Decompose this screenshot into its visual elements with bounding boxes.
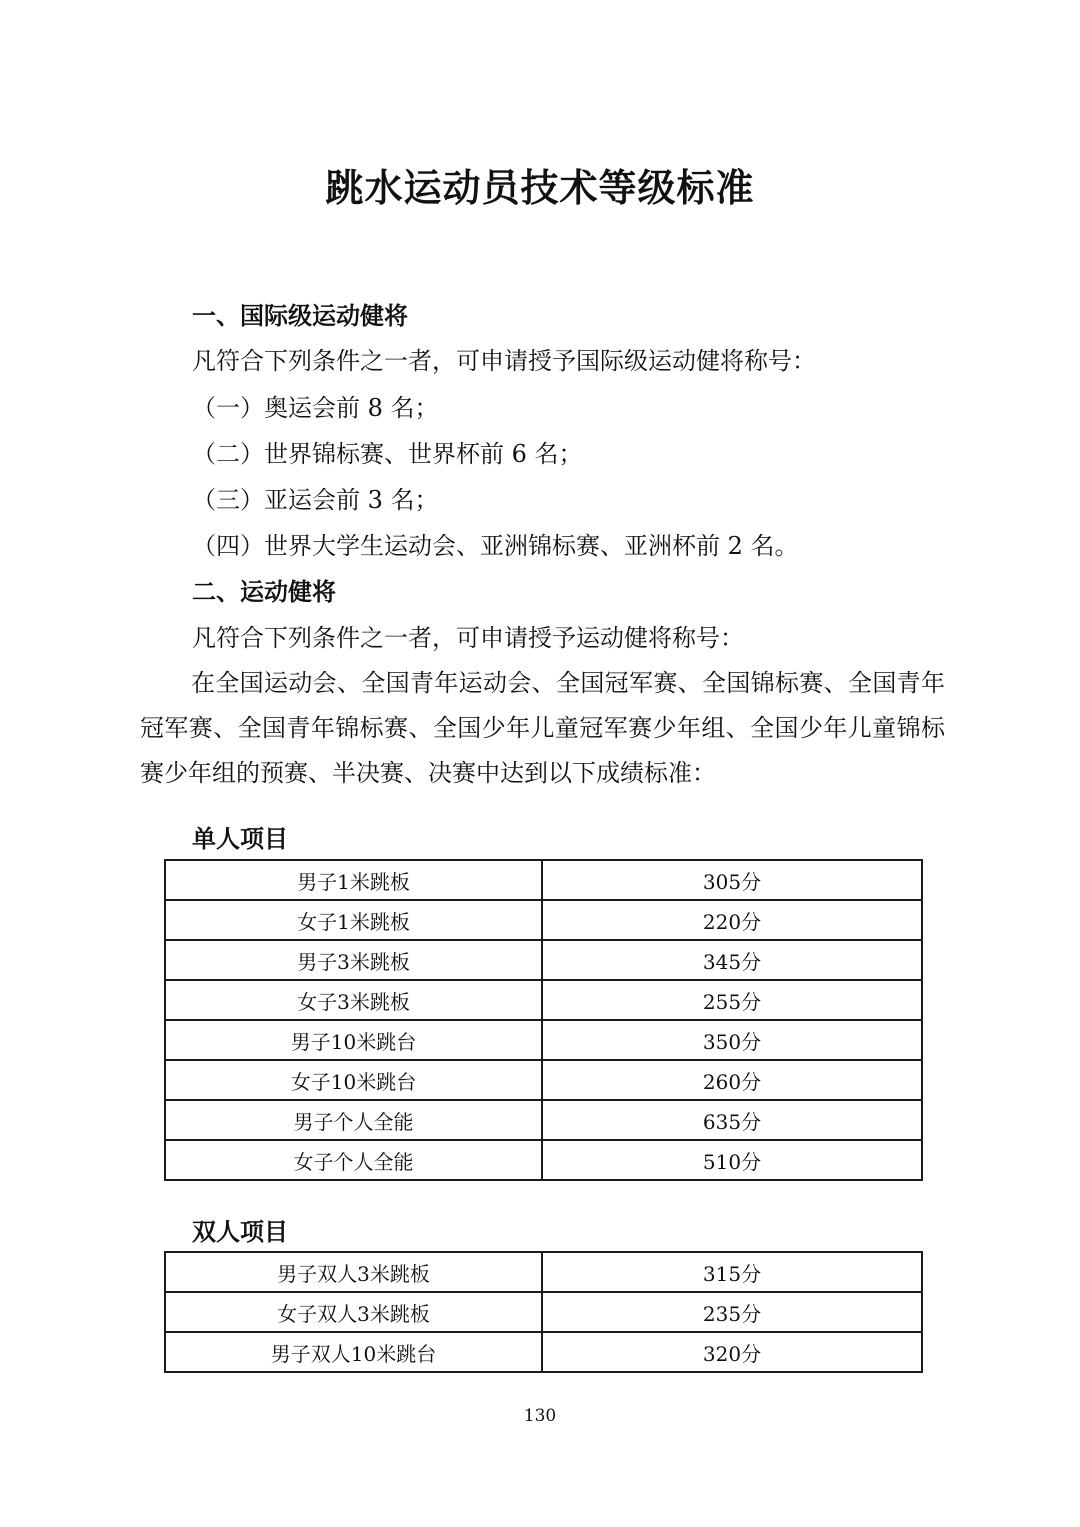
score-cell: 255分 <box>542 980 922 1020</box>
table-row <box>165 980 922 1020</box>
page-number: 130 <box>523 1406 557 1426</box>
event-cell: 男子个人全能 <box>165 1100 542 1140</box>
score-cell: 635分 <box>542 1100 922 1140</box>
event-cell: 女子双人3米跳板 <box>165 1292 542 1332</box>
score-cell: 315分 <box>542 1252 922 1292</box>
score-cell: 305分 <box>542 860 922 900</box>
score-cell: 220分 <box>542 900 922 940</box>
individual-events-heading: 单人项目 <box>192 825 288 853</box>
score-cell: 260分 <box>542 1060 922 1100</box>
list-item: （四）世界大学生运动会、亚洲锦标赛、亚洲杯前 2 名。 <box>192 532 799 560</box>
table-row <box>165 1332 922 1372</box>
event-cell: 男子3米跳板 <box>165 940 542 980</box>
table-row <box>165 1252 922 1292</box>
list-item: （二）世界锦标赛、世界杯前 6 名； <box>192 440 583 468</box>
event-cell: 男子1米跳板 <box>165 860 542 900</box>
table-row <box>165 1292 922 1332</box>
score-cell: 510分 <box>542 1140 922 1180</box>
section-heading-master: 二、运动健将 <box>192 578 336 606</box>
table-row <box>165 1060 922 1100</box>
synchro-events-heading: 双人项目 <box>192 1218 288 1246</box>
table-row <box>165 860 922 900</box>
event-cell: 男子双人10米跳台 <box>165 1332 542 1372</box>
table-row <box>165 1100 922 1140</box>
score-cell: 345分 <box>542 940 922 980</box>
table-row <box>165 900 922 940</box>
event-cell: 男子双人3米跳板 <box>165 1252 542 1292</box>
event-cell: 女子3米跳板 <box>165 980 542 1020</box>
event-cell: 男子10米跳台 <box>165 1020 542 1060</box>
individual-events-table <box>164 859 923 1181</box>
score-cell: 350分 <box>542 1020 922 1060</box>
list-item: （一）奥运会前 8 名； <box>192 394 439 422</box>
event-cell: 女子10米跳台 <box>165 1060 542 1100</box>
event-cell: 女子1米跳板 <box>165 900 542 940</box>
score-cell: 235分 <box>542 1292 922 1332</box>
table-row <box>165 940 922 980</box>
list-item: （三）亚运会前 3 名； <box>192 486 439 514</box>
table-row <box>165 1140 922 1180</box>
table-row <box>165 1020 922 1060</box>
synchro-events-table <box>164 1251 923 1373</box>
section-intro-international-master: 凡符合下列条件之一者，可申请授予国际级运动健将称号： <box>192 347 816 375</box>
criteria-paragraph: 在全国运动会、全国青年运动会、全国冠军赛、全国锦标赛、全国青年冠军赛、全国青年锦标赛、全国少年儿童冠军赛少年组、全国少年儿童锦标赛少年组的预赛、半决赛、决赛中达到以下成绩标准： <box>140 669 945 787</box>
section-intro-master: 凡符合下列条件之一者，可申请授予运动健将称号： <box>192 624 744 652</box>
score-cell: 320分 <box>542 1332 922 1372</box>
event-cell: 女子个人全能 <box>165 1140 542 1180</box>
page-title: 跳水运动员技术等级标准 <box>325 165 755 210</box>
section-heading-international-master: 一、国际级运动健将 <box>192 302 408 330</box>
